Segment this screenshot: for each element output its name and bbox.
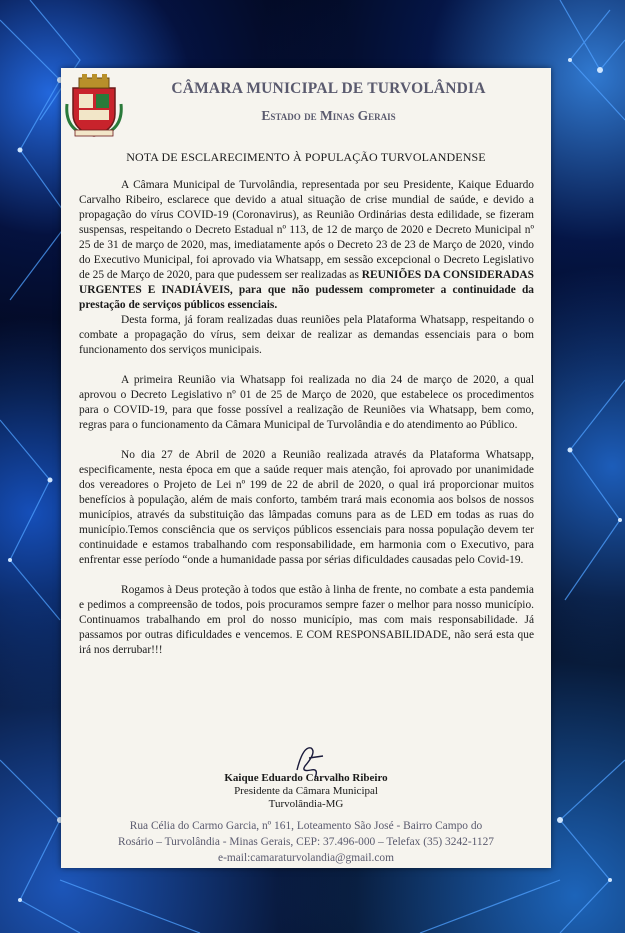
paragraph-3: A primeira Reunião via Whatsapp foi realizada no dia 24 de março de 2020, a qual aprovou o Decreto Legislativo nº 01 de 25 de Março de 2020, que estabelece os procedimentos para o COVID-19, para que fosse possível a realização de Reuniões via Whatsapp, bem como, regras para o funcionamento da Câmara Municipal de Turvolândia e do atendimento ao Público. [79, 374, 534, 431]
paragraph-1-text: A Câmara Municipal de Turvolândia, representada por seu Presidente, Kaique Eduardo Carvalho Ribeiro, esclarece que devido a atual situação de crise mundial de saúde, e devido a propagação do vírus COVID-19 (Coronavirus), as Reunião Ordinárias desta edilidade, se fizeram suspensas, respeitando o Decreto Estadual nº 113, de 12 de março de 2020 e Decreto Municipal nº 25 de 31 de março de 2020, mas, imediatamente após o Decreto 23 de 23 de Março de 2020, vindo do Executivo Municipal, foi aprovado via Whatsapp, em sessão excepcional o Decreto Legislativo de 25 de Março de 2020, para que pudessem ser realizadas as [79, 179, 534, 281]
paragraph-2: Desta forma, já foram realizadas duas reuniões pela Plataforma Whatsapp, respeitando o combate a propagação do vírus, sem deixar de realizar as demandas essenciais para o bom funcionamento dos serviços municipais. [79, 314, 534, 356]
paragraph-5: Rogamos à Deus proteção à todos que estão à linha de frente, no combate a esta pandemia e pedimos a compreensão de todos, pois procuramos sempre fazer o melhor para nosso município. Continuamos trabalhando em prol do nosso município, mas com mais responsabilidade. Já passamos por outras dificuldades e vencemos. E COM RESPONSABILIDADE, não será esta que irá nos derrubar!!! [79, 584, 534, 656]
state-name: Estado de Minas Gerais [261, 108, 396, 123]
signer-place: Turvolândia-MG [268, 798, 344, 810]
signer-name: Kaique Eduardo Carvalho Ribeiro [224, 772, 388, 784]
document-body [79, 178, 534, 658]
institution-name: CÂMARA MUNICIPAL DE TURVOLÂNDIA [171, 80, 486, 97]
note-title: NOTA DE ESCLARECIMENTO À POPULAÇÃO TURVOLANDENSE [126, 150, 486, 164]
address-footer [61, 818, 551, 866]
paragraph-1 [79, 178, 534, 313]
signer-role: Presidente da Câmara Municipal [234, 785, 378, 797]
municipal-coat-of-arms-icon [65, 74, 123, 138]
signature-block [61, 772, 551, 811]
document-page [61, 68, 551, 868]
address-line-1: Rua Célia do Carmo Garcia, nº 161, Loteamento São José - Bairro Campo do [129, 820, 483, 832]
address-line-2: Rosário – Turvolândia - Minas Gerais, CEP: 37.496-000 – Telefax (35) 3242-1127 [117, 836, 494, 848]
email-line: e-mail:camaraturvolandia@gmail.com [218, 852, 394, 864]
paragraph-1-emphasis: REUNIÕES DA CONSIDERADAS URGENTES E INADIÁVEIS, para que não pudessem comprometer a continuidade da prestação de serviços públicos essenciais. [79, 269, 534, 311]
paragraph-4: No dia 27 de Abril de 2020 a Reunião realizada através da Plataforma Whatsapp, especificamente, nesta época em que a saúde requer mais atenção, foi aprovado por unanimidade dos vereadores o Projeto de Lei nº 199 de 22 de abril de 2020, o qual irá proporcionar muitos benefícios à população, além de mais conforto, também trará mais economia aos bolsos de nossos municípios, através da substituição das lâmpadas comuns para as de LED em todas as ruas do município.Temos consciência que os serviços públicos essenciais para nossa população devem ter continuidade e estamos trabalhando com responsabilidade, em harmonia com o Executivo, para enfrentar esse período “onde a humanidade passa por sérias dificuldades causadas pelo Covid-19. [79, 449, 534, 566]
